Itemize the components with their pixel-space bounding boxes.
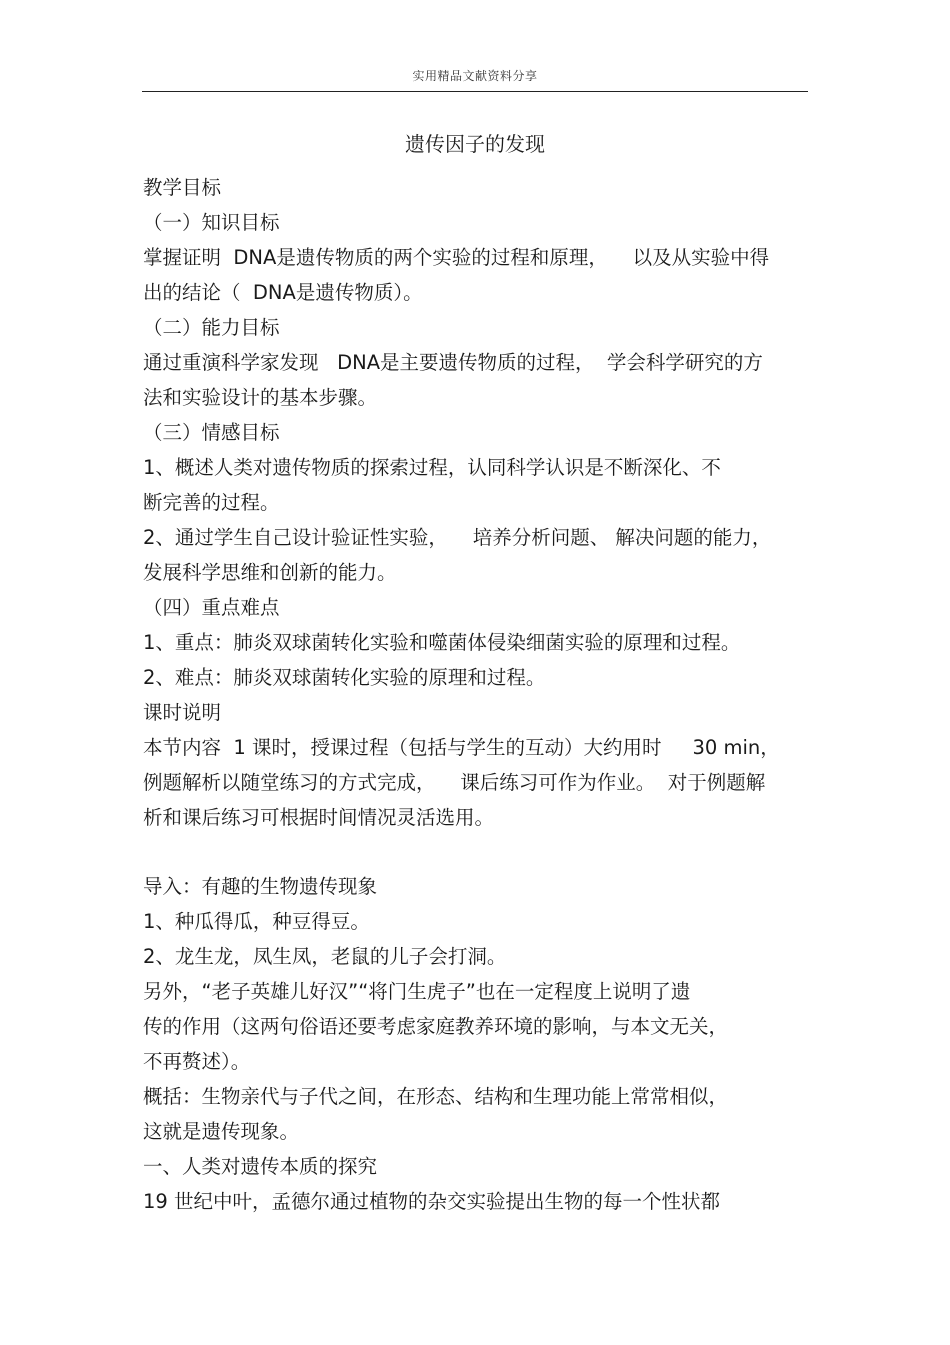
paragraph-line: 不再赘述）。 (143, 1050, 251, 1073)
blank-line (143, 835, 813, 869)
paragraph-line: 掌握证明 DNA是遗传物质的两个实验的过程和原理， 以及从实验中得 (143, 246, 770, 269)
heading-teaching-goals: 教学目标 (143, 176, 222, 199)
heading-introduction: 导入：有趣的生物遗传现象 (143, 875, 378, 898)
document-body (143, 170, 813, 1219)
paragraph-line: 出的结论（ DNA是遗传物质）。 (143, 281, 423, 304)
paragraph-line: 断完善的过程。 (143, 491, 280, 514)
paragraph-line: 发展科学思维和创新的能力。 (143, 561, 397, 584)
subheading-knowledge-goals: （一）知识目标 (143, 211, 280, 234)
subheading-emotion-goals: （三）情感目标 (143, 421, 280, 444)
heading-section-one: 一、人类对遗传本质的探究 (143, 1155, 378, 1178)
paragraph-line: 传的作用（这两句俗语还要考虑家庭教养环境的影响，与本文无关， (143, 1015, 729, 1038)
subheading-ability-goals: （二）能力目标 (143, 316, 280, 339)
page-header: 实用精品文献资料分享 (412, 69, 538, 83)
paragraph-line: 本节内容 1 课时，授课过程（包括与学生的互动）大约用时 30 min， (143, 736, 780, 759)
paragraph-line: 1、种瓜得瓜，种豆得豆。 (143, 910, 370, 933)
paragraph-line: 法和实验设计的基本步骤。 (143, 386, 378, 409)
heading-class-hours: 课时说明 (143, 701, 222, 724)
paragraph-line: 1、重点：肺炎双球菌转化实验和噬菌体侵染细菌实验的原理和过程。 (143, 631, 741, 654)
paragraph-line: 19 世纪中叶，孟德尔通过植物的杂交实验提出生物的每一个性状都 (143, 1190, 721, 1213)
subheading-key-points: （四）重点难点 (143, 596, 280, 619)
paragraph-line: 2、通过学生自己设计验证性实验， 培养分析问题、 解决问题的能力， (143, 526, 772, 549)
document-title: 遗传因子的发现 (405, 132, 545, 156)
paragraph-line: 这就是遗传现象。 (143, 1120, 300, 1143)
paragraph-line: 2、龙生龙，凤生凤，老鼠的儿子会打洞。 (143, 945, 507, 968)
paragraph-line: 另外，“老子英雄儿好汉”“将门生虎子”也在一定程度上说明了遗 (143, 980, 691, 1003)
paragraph-line: 2、难点：肺炎双球菌转化实验的原理和过程。 (143, 666, 546, 689)
paragraph-line: 例题解析以随堂练习的方式完成， 课后练习可作为作业。 对于例题解 (143, 771, 766, 794)
paragraph-line: 概括：生物亲代与子代之间，在形态、结构和生理功能上常常相似， (143, 1085, 729, 1108)
paragraph-line: 1、概述人类对遗传物质的探索过程，认同科学认识是不断深化、不 (143, 456, 721, 479)
paragraph-line: 析和课后练习可根据时间情况灵活选用。 (143, 806, 495, 829)
paragraph-line: 通过重演科学家发现 DNA是主要遗传物质的过程， 学会科学研究的方 (143, 351, 763, 374)
header-rule (142, 91, 808, 92)
